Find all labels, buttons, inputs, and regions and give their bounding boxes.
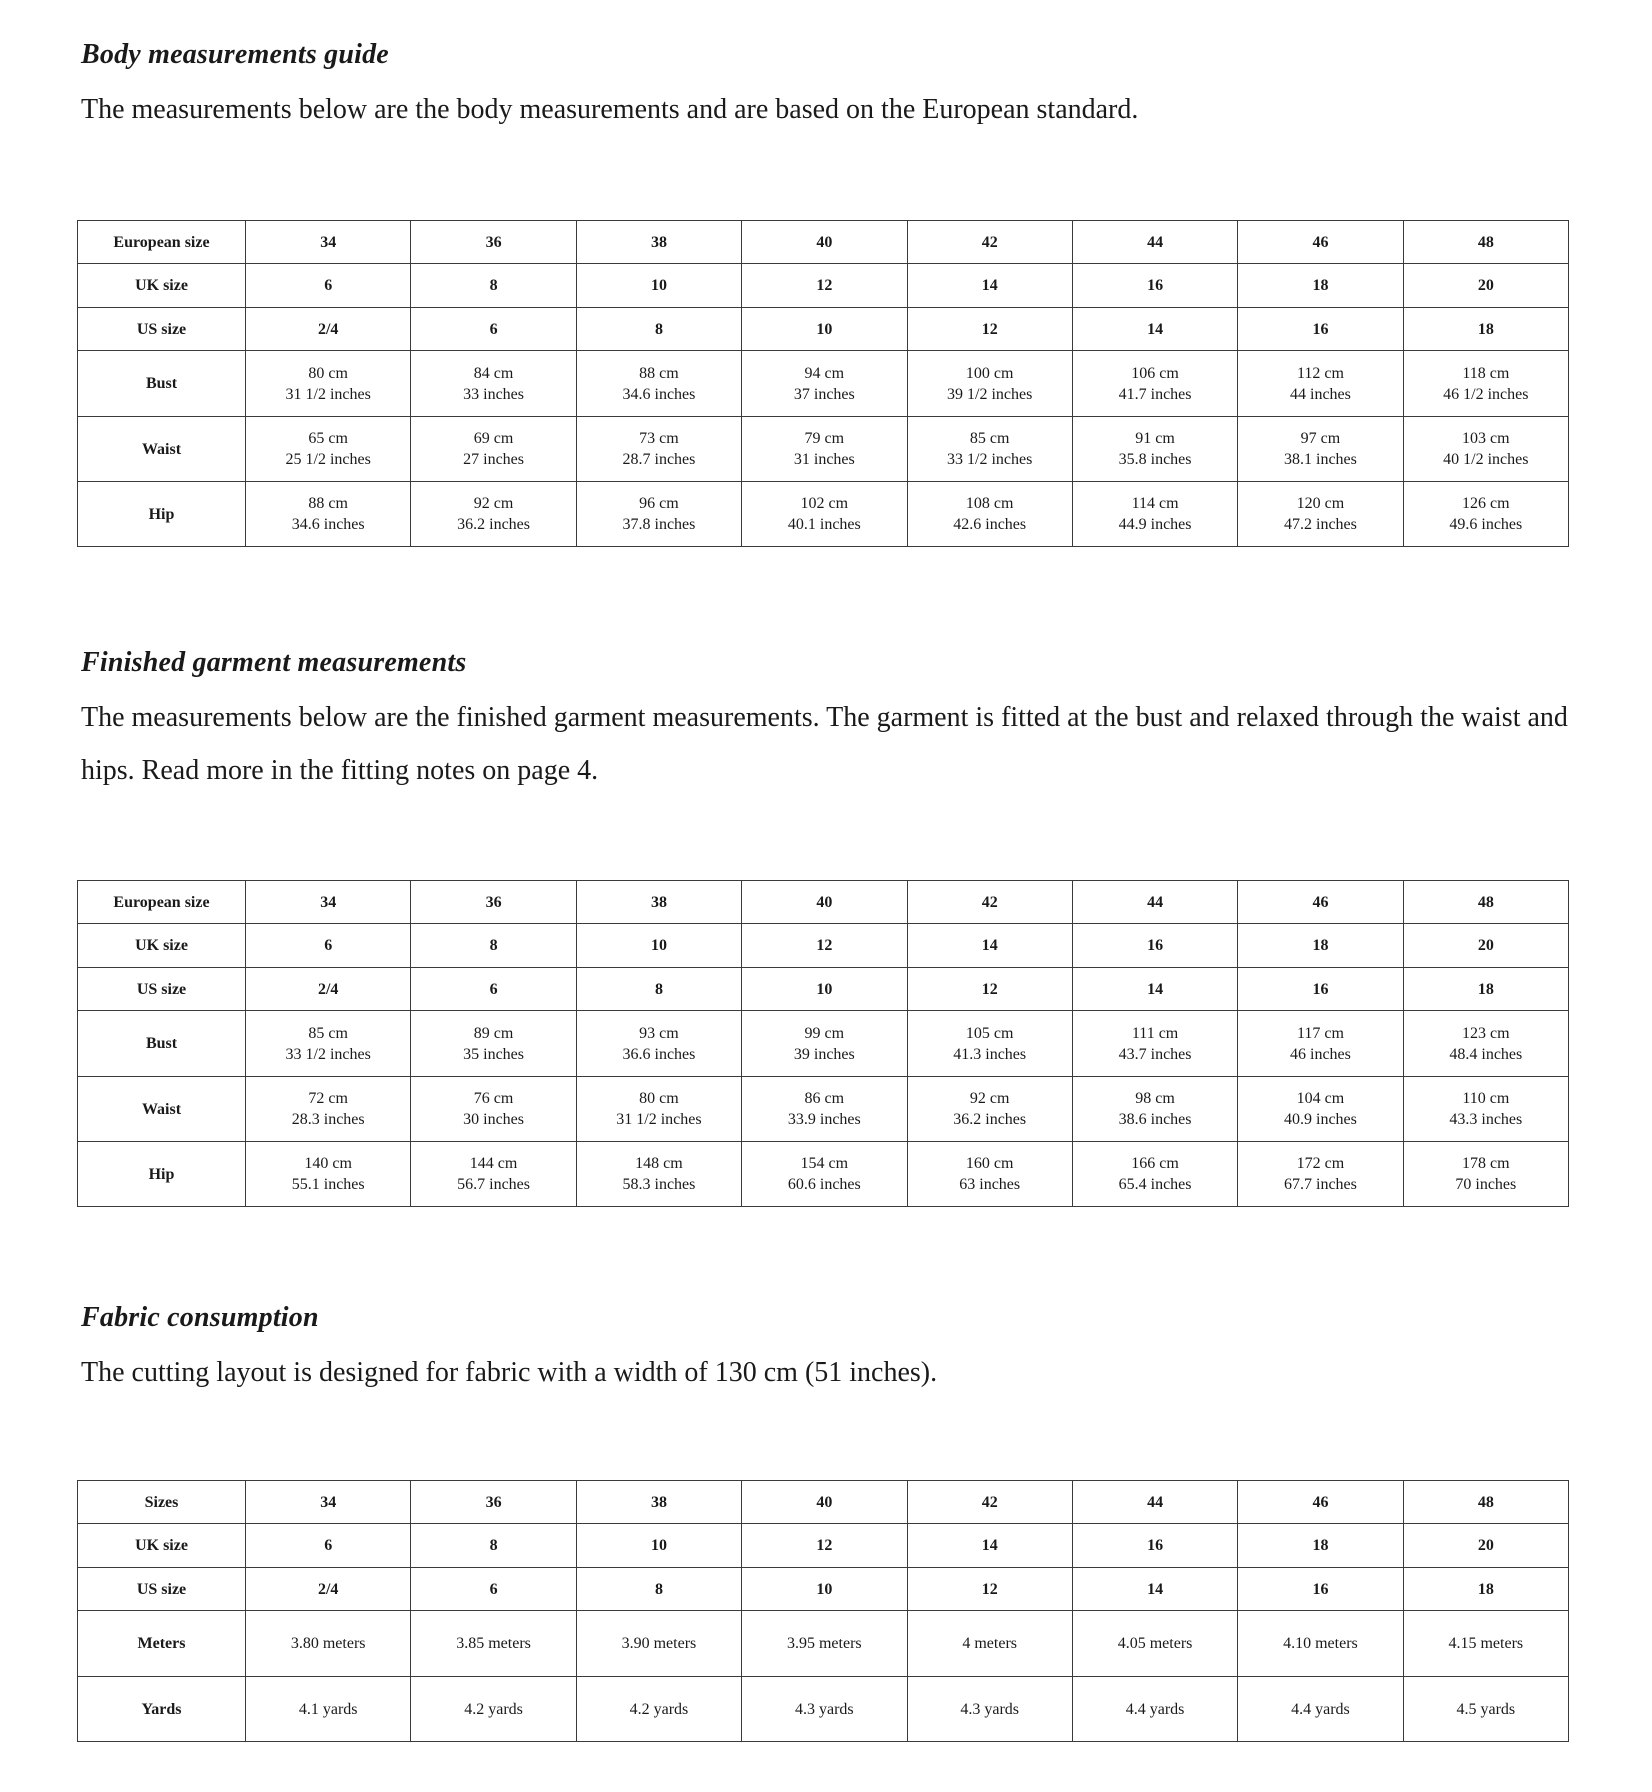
cm-value: 123 cm — [1462, 1024, 1510, 1042]
cm-value: 65 cm — [308, 430, 348, 447]
size-cell: 6 — [411, 968, 576, 1011]
size-cell: 38 — [576, 221, 741, 264]
measurement-cell — [907, 1142, 1072, 1207]
row-label: UK size — [78, 1524, 246, 1568]
cm-value: 140 cm — [304, 1155, 352, 1172]
cm-value: 120 cm — [1296, 495, 1345, 512]
inches-value: 30 inches — [463, 1111, 524, 1128]
cm-value: 112 cm — [1296, 364, 1344, 382]
measurement-cell — [742, 482, 907, 547]
row-label: Bust — [78, 1011, 246, 1077]
fabric-amount-row — [78, 1677, 1569, 1742]
measurement-row — [78, 1142, 1569, 1207]
size-cell: 16 — [1238, 1568, 1403, 1611]
measurement-cell — [576, 351, 741, 417]
inches-value: 39 1/2 inches — [947, 385, 1033, 403]
size-row — [78, 968, 1569, 1011]
size-row — [78, 308, 1569, 351]
inches-value: 41.7 inches — [1118, 385, 1192, 403]
measurement-cell — [1238, 1142, 1403, 1207]
row-label: Yards — [78, 1677, 246, 1742]
size-row — [78, 1481, 1569, 1524]
size-cell: 12 — [742, 924, 907, 968]
cm-value: 86 cm — [804, 1090, 845, 1107]
fabric-amount-cell: 4.05 meters — [1072, 1611, 1237, 1677]
size-cell: 16 — [1072, 264, 1237, 308]
fabric-amount-cell: 4.15 meters — [1403, 1611, 1568, 1677]
inches-value: 38.1 inches — [1284, 451, 1357, 468]
inches-value: 46 1/2 inches — [1443, 385, 1529, 403]
inches-value: 25 1/2 inches — [285, 451, 371, 468]
inches-value: 56.7 inches — [457, 1176, 530, 1193]
inches-value: 28.7 inches — [622, 451, 696, 468]
cm-value: 106 cm — [1131, 364, 1179, 382]
measurement-cell — [246, 1142, 411, 1207]
finished-garment-table — [77, 880, 1569, 1207]
size-cell: 18 — [1403, 308, 1568, 351]
fabric-amount-cell: 4.5 yards — [1403, 1677, 1568, 1742]
size-cell: 10 — [576, 264, 741, 308]
size-cell: 8 — [411, 264, 576, 308]
row-label: Bust — [78, 351, 246, 417]
fabric-amount-cell: 4.4 yards — [1072, 1677, 1237, 1742]
measurement-cell — [1072, 1011, 1237, 1077]
measurement-cell — [246, 417, 411, 482]
inches-value: 46 inches — [1290, 1045, 1351, 1063]
finished-garment-description: The measurements below are the finished garment measurements. The garment is fitted at the bust and relaxed through the waist and hips. Read more in the fitting notes on page 4. — [81, 702, 1568, 786]
measurement-cell — [576, 1142, 741, 1207]
inches-value: 65.4 inches — [1118, 1176, 1192, 1193]
size-cell: 10 — [576, 1524, 741, 1568]
measurement-row — [78, 482, 1569, 547]
measurement-cell — [411, 482, 576, 547]
cm-value: 99 cm — [804, 1024, 845, 1042]
cm-value: 84 cm — [473, 364, 514, 382]
cm-value: 92 cm — [473, 495, 514, 512]
measurement-cell — [907, 482, 1072, 547]
size-cell: 16 — [1238, 968, 1403, 1011]
size-cell: 14 — [907, 1524, 1072, 1568]
row-label: UK size — [78, 924, 246, 968]
row-label: European size — [78, 881, 246, 924]
measurement-cell — [576, 1011, 741, 1077]
size-cell: 36 — [411, 221, 576, 264]
cm-value: 79 cm — [804, 430, 845, 447]
inches-value: 40.1 inches — [787, 516, 861, 533]
inches-value: 41.3 inches — [953, 1045, 1027, 1063]
size-cell: 20 — [1403, 1524, 1568, 1568]
fabric-amount-cell: 4.4 yards — [1238, 1677, 1403, 1742]
inches-value: 34.6 inches — [622, 385, 696, 403]
size-cell: 8 — [411, 1524, 576, 1568]
size-cell: 20 — [1403, 924, 1568, 968]
cm-value: 76 cm — [473, 1090, 514, 1107]
size-cell: 2/4 — [246, 968, 411, 1011]
measurement-cell — [411, 351, 576, 417]
size-cell: 18 — [1238, 1524, 1403, 1568]
inches-value: 58.3 inches — [622, 1176, 696, 1193]
size-cell: 38 — [576, 1481, 741, 1524]
inches-value: 33.9 inches — [787, 1111, 861, 1128]
size-cell: 18 — [1238, 264, 1403, 308]
measurement-cell — [1238, 1011, 1403, 1077]
measurement-cell — [1238, 417, 1403, 482]
measurement-cell — [576, 1077, 741, 1142]
row-label: Waist — [78, 417, 246, 482]
size-row — [78, 264, 1569, 308]
measurement-cell — [411, 417, 576, 482]
size-cell: 40 — [742, 221, 907, 264]
cm-value: 100 cm — [965, 364, 1014, 382]
cm-value: 102 cm — [800, 495, 849, 512]
size-cell: 36 — [411, 881, 576, 924]
size-cell: 16 — [1238, 308, 1403, 351]
size-cell: 44 — [1072, 881, 1237, 924]
size-cell: 44 — [1072, 221, 1237, 264]
size-cell: 10 — [742, 1568, 907, 1611]
size-cell: 14 — [1072, 968, 1237, 1011]
measurement-cell — [246, 1011, 411, 1077]
size-cell: 6 — [246, 264, 411, 308]
cm-value: 104 cm — [1296, 1090, 1345, 1107]
measurement-cell — [411, 1077, 576, 1142]
measurement-cell — [1238, 1077, 1403, 1142]
cm-value: 89 cm — [473, 1024, 514, 1042]
cm-value: 94 cm — [804, 364, 845, 382]
cm-value: 88 cm — [639, 364, 679, 382]
fabric-amount-cell: 4.2 yards — [576, 1677, 741, 1742]
cm-value: 166 cm — [1131, 1155, 1179, 1172]
inches-value: 31 inches — [793, 451, 855, 468]
row-label: UK size — [78, 264, 246, 308]
measurement-cell — [576, 482, 741, 547]
cm-value: 108 cm — [965, 495, 1014, 512]
measurement-cell — [907, 1011, 1072, 1077]
row-label: Waist — [78, 1077, 246, 1142]
size-cell: 6 — [246, 1524, 411, 1568]
inches-value: 33 1/2 inches — [285, 1045, 371, 1063]
fabric-consumption-table — [77, 1480, 1569, 1742]
inches-value: 34.6 inches — [291, 516, 365, 533]
inches-value: 37.8 inches — [622, 516, 696, 533]
fabric-amount-cell: 3.80 meters — [246, 1611, 411, 1677]
size-cell: 42 — [907, 1481, 1072, 1524]
inches-value: 38.6 inches — [1118, 1111, 1192, 1128]
cm-value: 144 cm — [469, 1155, 518, 1172]
inches-value: 35.8 inches — [1118, 451, 1192, 468]
inches-value: 49.6 inches — [1449, 516, 1523, 533]
cm-value: 96 cm — [639, 495, 679, 512]
inches-value: 60.6 inches — [787, 1176, 861, 1193]
inches-value: 36.2 inches — [953, 1111, 1027, 1128]
size-cell: 48 — [1403, 1481, 1568, 1524]
inches-value: 63 inches — [959, 1176, 1021, 1193]
size-cell: 8 — [576, 308, 741, 351]
measurement-cell — [1072, 417, 1237, 482]
size-cell: 40 — [742, 881, 907, 924]
size-cell: 46 — [1238, 1481, 1403, 1524]
size-cell: 18 — [1403, 968, 1568, 1011]
fabric-amount-cell: 4 meters — [907, 1611, 1072, 1677]
cm-value: 103 cm — [1462, 430, 1510, 447]
measurement-cell — [411, 1142, 576, 1207]
row-label: Sizes — [78, 1481, 246, 1524]
size-cell: 12 — [742, 264, 907, 308]
measurement-cell — [907, 351, 1072, 417]
size-cell: 36 — [411, 1481, 576, 1524]
size-row — [78, 881, 1569, 924]
fabric-consumption-description: The cutting layout is designed for fabric with a width of 130 cm (51 inches). — [81, 1357, 938, 1388]
finished-garment-heading: Finished garment measurements — [81, 647, 467, 678]
size-cell: 10 — [742, 308, 907, 351]
fabric-amount-cell: 4.10 meters — [1238, 1611, 1403, 1677]
inches-value: 43.7 inches — [1118, 1045, 1192, 1063]
size-cell: 14 — [907, 924, 1072, 968]
cm-value: 85 cm — [969, 430, 1010, 447]
measurement-cell — [1072, 1142, 1237, 1207]
cm-value: 114 cm — [1131, 495, 1179, 512]
size-cell: 18 — [1238, 924, 1403, 968]
fabric-amount-cell: 4.3 yards — [907, 1677, 1072, 1742]
fabric-amount-cell: 4.1 yards — [246, 1677, 411, 1742]
size-row — [78, 1568, 1569, 1611]
size-cell: 2/4 — [246, 308, 411, 351]
size-cell: 8 — [576, 968, 741, 1011]
size-cell: 18 — [1403, 1568, 1568, 1611]
size-cell: 38 — [576, 881, 741, 924]
inches-value: 70 inches — [1455, 1176, 1517, 1193]
cm-value: 88 cm — [308, 495, 348, 512]
cm-value: 98 cm — [1135, 1090, 1175, 1107]
measurement-cell — [907, 1077, 1072, 1142]
cm-value: 97 cm — [1300, 430, 1341, 447]
inches-value: 31 1/2 inches — [285, 385, 371, 403]
measurement-cell — [1403, 351, 1568, 417]
row-label: Meters — [78, 1611, 246, 1677]
measurement-cell — [246, 482, 411, 547]
inches-value: 33 1/2 inches — [947, 451, 1033, 468]
measurement-cell — [742, 351, 907, 417]
inches-value: 40 1/2 inches — [1443, 451, 1529, 468]
measurement-cell — [742, 1077, 907, 1142]
measurement-cell — [246, 1077, 411, 1142]
cm-value: 105 cm — [965, 1024, 1014, 1042]
inches-value: 36.2 inches — [457, 516, 530, 533]
size-row — [78, 924, 1569, 968]
size-cell: 20 — [1403, 264, 1568, 308]
cm-value: 92 cm — [969, 1090, 1010, 1107]
inches-value: 44.9 inches — [1118, 516, 1192, 533]
fabric-amount-cell: 4.2 yards — [411, 1677, 576, 1742]
fabric-amount-cell: 4.3 yards — [742, 1677, 907, 1742]
measurement-cell — [1238, 351, 1403, 417]
measurement-cell — [1403, 1142, 1568, 1207]
inches-value: 36.6 inches — [622, 1045, 696, 1063]
body-measurements-table — [77, 220, 1569, 547]
cm-value: 80 cm — [639, 1090, 679, 1107]
size-cell: 14 — [1072, 308, 1237, 351]
size-cell: 8 — [411, 924, 576, 968]
measurement-cell — [1072, 351, 1237, 417]
size-row — [78, 1524, 1569, 1568]
measurement-cell — [1403, 1011, 1568, 1077]
fabric-consumption-heading: Fabric consumption — [81, 1302, 319, 1333]
size-cell: 16 — [1072, 924, 1237, 968]
measurement-cell — [1072, 482, 1237, 547]
size-cell: 42 — [907, 881, 1072, 924]
size-cell: 12 — [742, 1524, 907, 1568]
measurement-cell — [246, 351, 411, 417]
size-cell: 46 — [1238, 221, 1403, 264]
size-cell: 12 — [907, 1568, 1072, 1611]
size-cell: 34 — [246, 1481, 411, 1524]
size-cell: 10 — [742, 968, 907, 1011]
body-measurements-heading: Body measurements guide — [81, 39, 389, 70]
size-cell: 34 — [246, 221, 411, 264]
fabric-amount-cell: 3.95 meters — [742, 1611, 907, 1677]
inches-value: 67.7 inches — [1284, 1176, 1357, 1193]
cm-value: 117 cm — [1296, 1024, 1344, 1042]
size-cell: 48 — [1403, 881, 1568, 924]
size-cell: 6 — [411, 308, 576, 351]
row-label: US size — [78, 1568, 246, 1611]
size-cell: 48 — [1403, 221, 1568, 264]
cm-value: 172 cm — [1296, 1155, 1345, 1172]
inches-value: 43.3 inches — [1449, 1111, 1523, 1128]
cm-value: 85 cm — [308, 1024, 348, 1042]
fabric-amount-row — [78, 1611, 1569, 1677]
cm-value: 118 cm — [1462, 364, 1510, 382]
measurement-row — [78, 1011, 1569, 1077]
fabric-amount-cell: 3.85 meters — [411, 1611, 576, 1677]
row-label: Hip — [78, 482, 246, 547]
size-cell: 46 — [1238, 881, 1403, 924]
measurement-cell — [1072, 1077, 1237, 1142]
cm-value: 91 cm — [1135, 430, 1175, 447]
inches-value: 47.2 inches — [1284, 516, 1357, 533]
measurement-cell — [411, 1011, 576, 1077]
inches-value: 33 inches — [463, 385, 524, 403]
size-cell: 12 — [907, 968, 1072, 1011]
size-cell: 40 — [742, 1481, 907, 1524]
fabric-amount-cell: 3.90 meters — [576, 1611, 741, 1677]
cm-value: 178 cm — [1462, 1155, 1510, 1172]
inches-value: 37 inches — [793, 385, 855, 403]
measurement-cell — [1403, 482, 1568, 547]
size-cell: 10 — [576, 924, 741, 968]
measurement-cell — [742, 1142, 907, 1207]
inches-value: 28.3 inches — [291, 1111, 365, 1128]
inches-value: 35 inches — [463, 1045, 524, 1063]
size-row — [78, 221, 1569, 264]
row-label: US size — [78, 968, 246, 1011]
measurement-cell — [742, 1011, 907, 1077]
measurement-cell — [907, 417, 1072, 482]
size-cell: 16 — [1072, 1524, 1237, 1568]
size-cell: 12 — [907, 308, 1072, 351]
size-cell: 14 — [1072, 1568, 1237, 1611]
size-cell: 2/4 — [246, 1568, 411, 1611]
inches-value: 42.6 inches — [953, 516, 1027, 533]
size-cell: 6 — [411, 1568, 576, 1611]
inches-value: 44 inches — [1290, 385, 1351, 403]
body-measurements-description: The measurements below are the body measurements and are based on the European standard. — [81, 94, 1139, 125]
cm-value: 80 cm — [308, 364, 348, 382]
size-cell: 34 — [246, 881, 411, 924]
size-cell: 6 — [246, 924, 411, 968]
size-cell: 14 — [907, 264, 1072, 308]
cm-value: 69 cm — [473, 430, 514, 447]
inches-value: 31 1/2 inches — [616, 1111, 702, 1128]
inches-value: 48.4 inches — [1449, 1045, 1523, 1063]
measurement-cell — [1403, 417, 1568, 482]
measurement-row — [78, 417, 1569, 482]
cm-value: 72 cm — [308, 1090, 348, 1107]
inches-value: 55.1 inches — [291, 1176, 365, 1193]
cm-value: 126 cm — [1462, 495, 1510, 512]
size-cell: 42 — [907, 221, 1072, 264]
size-cell: 8 — [576, 1568, 741, 1611]
measurement-cell — [1238, 482, 1403, 547]
cm-value: 160 cm — [965, 1155, 1014, 1172]
cm-value: 111 cm — [1131, 1024, 1179, 1042]
cm-value: 73 cm — [639, 430, 679, 447]
row-label: US size — [78, 308, 246, 351]
cm-value: 148 cm — [635, 1155, 683, 1172]
measurement-cell — [742, 417, 907, 482]
cm-value: 154 cm — [800, 1155, 849, 1172]
inches-value: 40.9 inches — [1284, 1111, 1357, 1128]
inches-value: 39 inches — [793, 1045, 855, 1063]
measurement-row — [78, 1077, 1569, 1142]
row-label: European size — [78, 221, 246, 264]
cm-value: 93 cm — [639, 1024, 679, 1042]
measurement-row — [78, 351, 1569, 417]
cm-value: 110 cm — [1462, 1090, 1510, 1107]
measurement-cell — [576, 417, 741, 482]
inches-value: 27 inches — [463, 451, 524, 468]
row-label: Hip — [78, 1142, 246, 1207]
size-cell: 44 — [1072, 1481, 1237, 1524]
measurement-cell — [1403, 1077, 1568, 1142]
